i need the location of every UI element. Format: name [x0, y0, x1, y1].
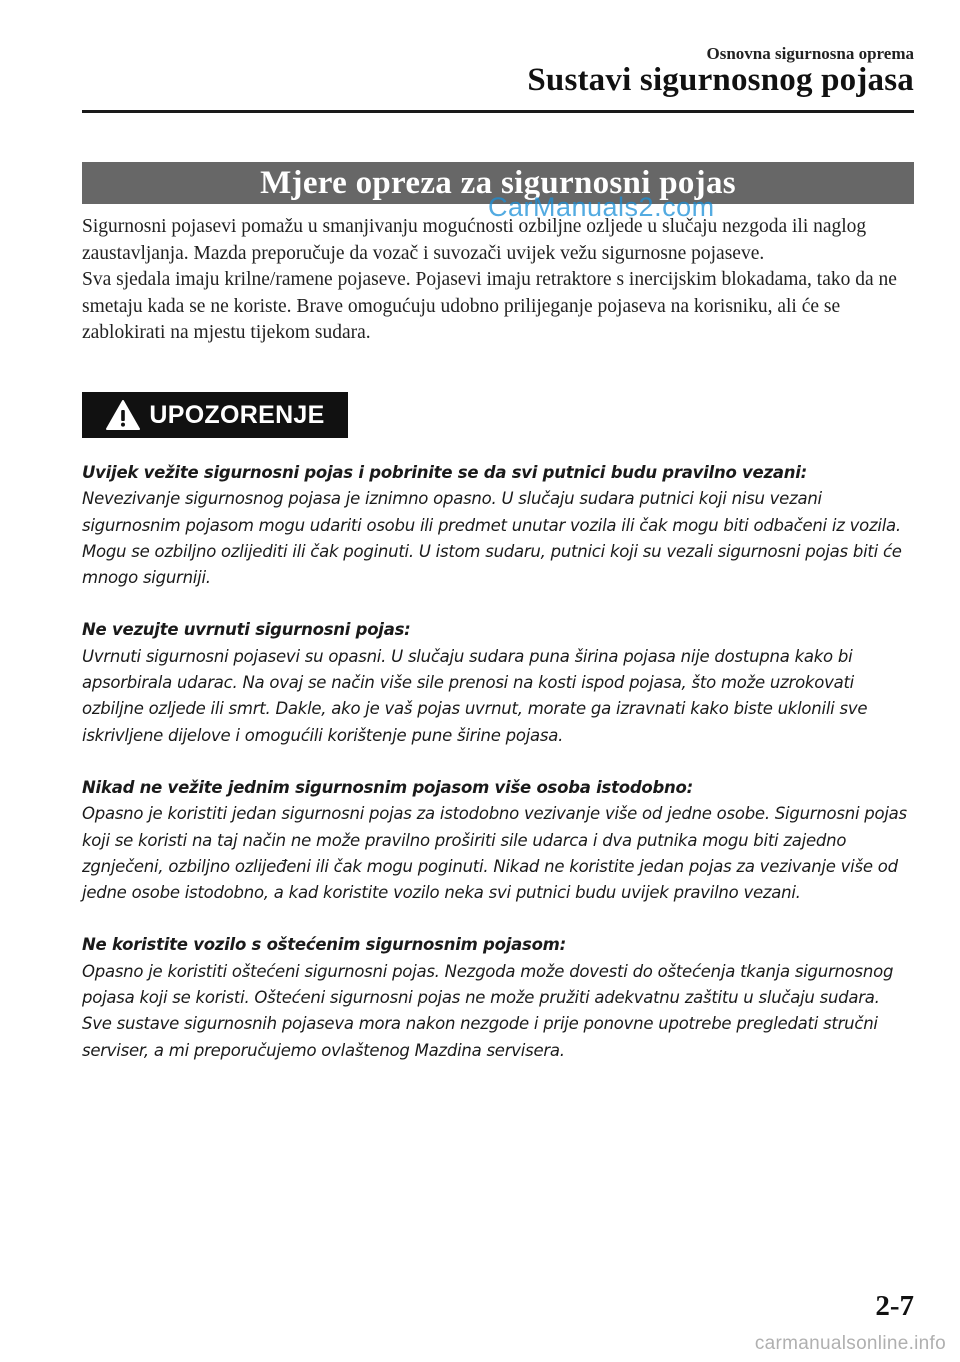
warning-body: Nevezivanje sigurnosnog pojasa je iznimno opasno. U slučaju sudara putnici koji nisu vezani sigurnosnim pojasom mogu udariti osobu ili predmet unutar vozila ili čak mogu biti odbačeni iz vozila. Mogu se ozbiljno ozlijediti ili čak poginuti. U istom sudaru, putnici koji su vezali sigurnosni pojas biti će mnogo sigurniji.: [82, 489, 902, 588]
header-divider: [82, 110, 914, 113]
warning-heading: Uvijek vežite sigurnosni pojas i pobrinite se da svi putnici budu pravilno vezani:: [82, 463, 807, 482]
warning-item: [82, 932, 914, 1063]
warning-heading: Ne koristite vozilo s oštećenim sigurnosnim pojasom:: [82, 935, 566, 955]
warning-heading: Ne vezujte uvrnuti sigurnosni pojas:: [82, 620, 411, 640]
warning-body: Opasno je koristiti jedan sigurnosni pojas za istodobno vezivanje više od jedne osobe. Sigurnosni pojas koji se koristi na taj način ne može pravilno proširiti sile udarca i dva putnika mogu biti zajedno zgnječeni, ozbiljno ozlijeđeni ili čak mogu poginuti. Nikad ne koristite jedan pojas za vezivanje više od jedne osobe istodobno, a kad koristite vozilo neka svi putnici budu uvijek pravilno vezani.: [82, 804, 907, 903]
warning-heading: Nikad ne vežite jednim sigurnosnim pojasom više osoba istodobno:: [82, 777, 693, 797]
warning-item: [82, 775, 914, 906]
warning-label: [82, 392, 348, 438]
warning-label-text: UPOZORENJE: [149, 400, 325, 429]
intro-text: [82, 214, 914, 347]
footer-site: carmanualsonline.info: [754, 1333, 946, 1354]
watermark: CarManuals2.com: [488, 192, 715, 222]
section-title: Mjere opreza za sigurnosni pojas: [260, 164, 736, 201]
page-number: 2-7: [875, 1290, 914, 1322]
warning-item: [82, 617, 914, 748]
warning-item: [82, 460, 914, 591]
intro-paragraph: Sva sjedala imaju krilne/ramene pojaseve. Pojasevi imaju retraktore s inercijskim blokadama, tako da ne smetaju kada se ne koriste. Brave omogućuju udobno prilijeganje pojaseva na korisniku, ali će se zablokirati na mjestu tijekom sudara.: [82, 269, 897, 343]
warning-body: Uvrnuti sigurnosni pojasevi su opasni. U slučaju sudara puna širina pojasa nije dostupna kako bi apsorbirala udarac. Na ovaj se način više sile prenosi na kosti ispod pojasa, što može uzrokovati ozbiljne ozljede ili smrt. Dakle, ako je vaš pojas uvrnut, morate ga izravnati kako biste uklonili sve iskrivljene dijelove i omogućili korištenje pune širine pojasa.: [82, 646, 868, 745]
intro-paragraph: Sigurnosni pojasevi pomažu u smanjivanju mogućnosti ozbiljne ozljede u slučaju nezgoda ili naglog zaustavljanja. Mazda preporučuje da vozač i suvozači uvijek vežu sigurnosne pojaseve.: [82, 216, 867, 264]
warning-triangle-icon: [105, 399, 141, 431]
page-title: Sustavi sigurnosnog pojasa: [527, 62, 914, 98]
warnings-list: [82, 460, 914, 1090]
chapter-label: Osnovna sigurnosna oprema: [706, 44, 914, 63]
warning-body: Opasno je koristiti oštećeni sigurnosni pojas. Nezgoda može dovesti do oštećenja tkanja sigurnosnog pojasa koji se koristi. Oštećeni sigurnosni pojas ne može pružiti adekvatnu zaštitu u slučaju sudara. Sve sustave sigurnosnih pojaseva mora nakon nezgode i prije ponovne upotrebe pregledati stručni serviser, a mi preporučujemo ovlaštenog Mazdina servisera.: [82, 961, 894, 1060]
